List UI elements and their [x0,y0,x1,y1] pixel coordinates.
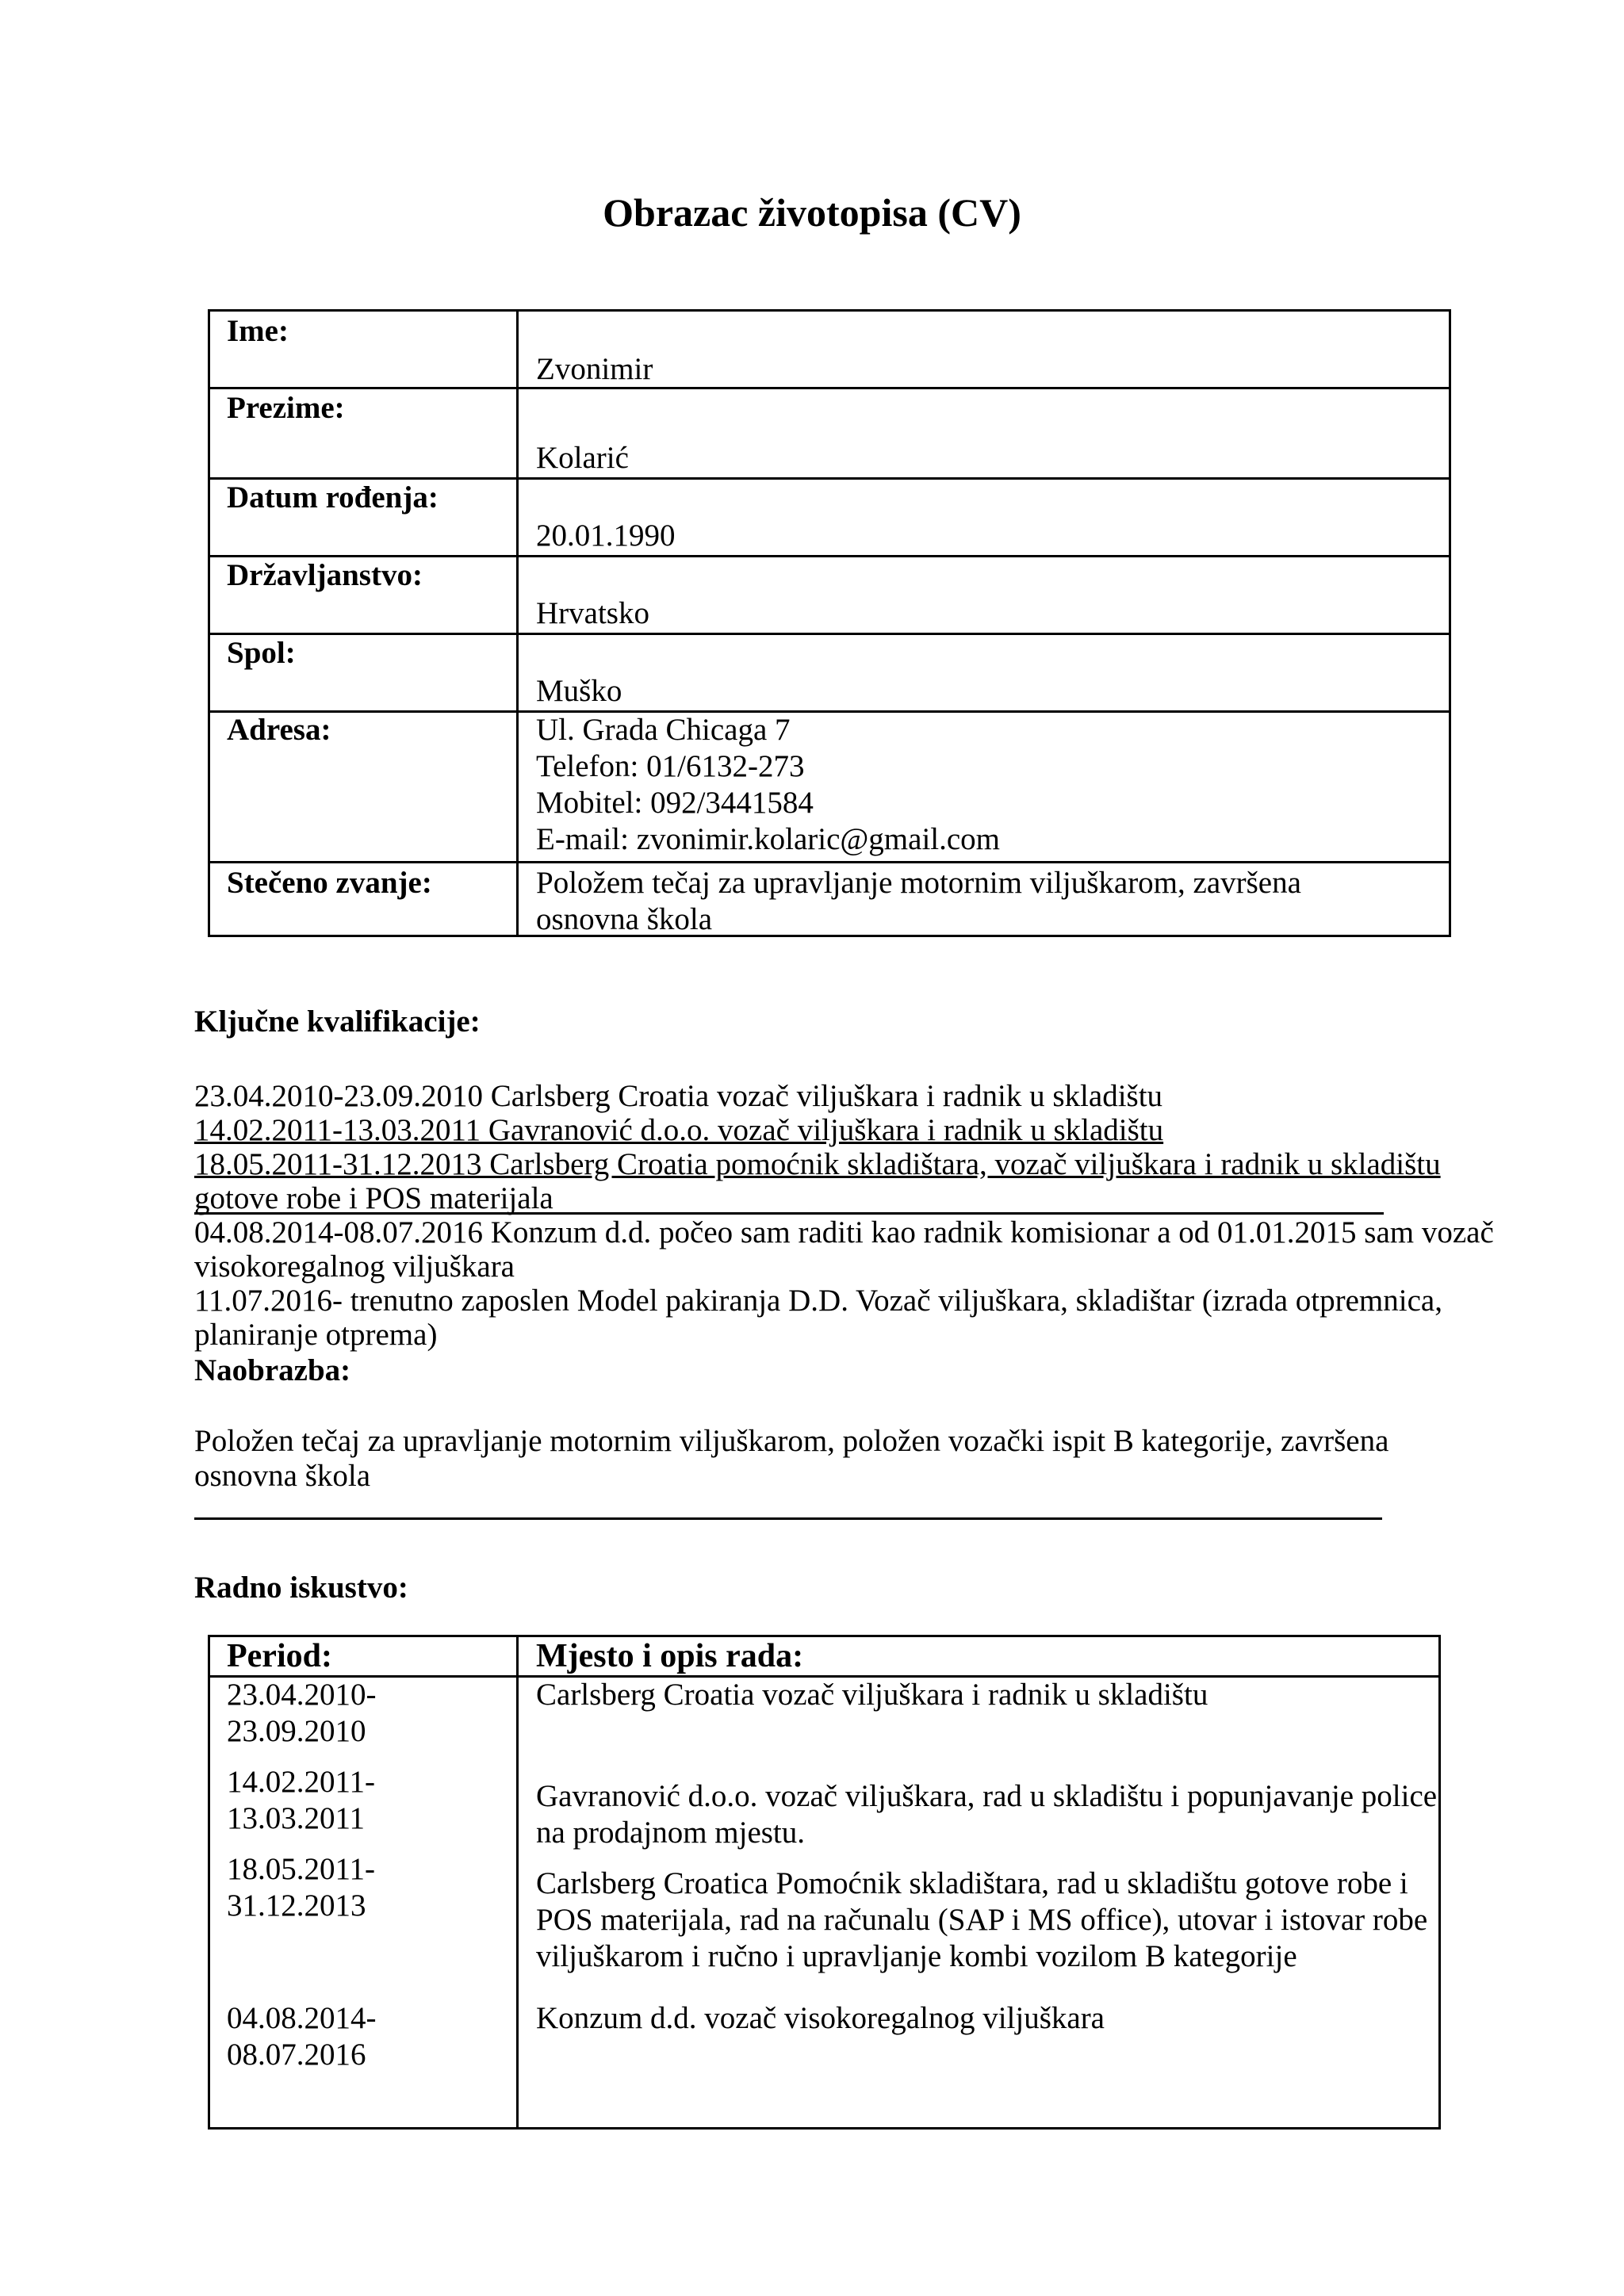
personal-data-table [208,309,1451,937]
spol-label: Spol: [227,636,296,670]
adresa-label: Adresa: [227,713,331,747]
prezime-label: Prezime: [227,391,345,425]
datum-rodjenja-value: 20.01.1990 [536,519,676,553]
document-title: Obrazac životopisa (CV) [603,190,1021,235]
naobrazba-heading: Naobrazba: [194,1353,351,1387]
spol-value: Muško [536,674,622,708]
kvalifikacija-line: 04.08.2014-08.07.2016 Konzum d.d. počeo sam raditi kao radnik komisionar a od 01.01.2015 sam vozač [194,1215,1494,1249]
telefon-line: Telefon: 01/6132-273 [536,749,805,783]
opis-rada [536,2000,1424,2037]
period-start: 18.05.2011- [227,1852,376,1886]
kvalifikacije-heading: Ključne kvalifikacije: [194,1004,481,1039]
section-rule [194,1517,1382,1520]
period-column-header: Period: [227,1638,332,1674]
table-row-divider [210,633,1449,635]
table-row-divider [210,861,1449,863]
period-start: 14.02.2011- [227,1765,376,1799]
kvalifikacija-line: 18.05.2011-31.12.2013 Carlsberg Croatia pomoćnik skladištara, vozač viljuškara i radnik u skladištu [194,1147,1441,1181]
steceno-zvanje-line: Položem tečaj za upravljanje motornim viljuškarom, završena [536,866,1301,900]
period-end: 23.09.2010 [227,1714,366,1748]
mobitel-line: Mobitel: 092/3441584 [536,786,814,820]
opis-line: Gavranović d.o.o. vozač viljuškara, rad u skladištu i popunjavanje police [536,1779,1438,1813]
kvalifikacija-line: 11.07.2016- trenutno zaposlen Model pakiranja D.D. Vozač viljuškara, skladištar (izrada otpremnica, [194,1284,1442,1318]
datum-rodjenja-label: Datum rođenja: [227,480,439,515]
naobrazba-line: osnovna škola [194,1459,371,1493]
ime-value: Zvonimir [536,352,653,386]
steceno-zvanje-label: Stečeno zvanje: [227,866,432,900]
kvalifikacija-line: planiranje otprema) [194,1318,438,1352]
ime-label: Ime: [227,314,289,348]
opis-line: Carlsberg Croatia vozač viljuškara i radnik u skladištu [536,1678,1208,1712]
opis-line: Carlsberg Croatica Pomoćnik skladištara, rad u skladištu gotove robe i [536,1866,1408,1900]
kvalifikacija-line: visokoregalnog viljuškara [194,1249,515,1284]
radno-iskustvo-heading: Radno iskustvo: [194,1571,408,1605]
table-column-divider [516,1637,519,2127]
opis-rada [536,1866,1428,1975]
period-end: 31.12.2013 [227,1888,366,1923]
period-end: 08.07.2016 [227,2038,366,2072]
opis-line: viljuškarom i ručno i upravljanje kombi vozilom B kategorije [536,1939,1297,1973]
drzavljanstvo-label: Državljanstvo: [227,558,423,592]
opis-column-header: Mjesto i opis rada: [536,1638,804,1674]
adresa-line: Ul. Grada Chicaga 7 [536,713,791,747]
opis-line: POS materijala, rad na računalu (SAP i MS office), utovar i istovar robe [536,1903,1428,1937]
kvalifikacija-line: 14.02.2011-13.03.2011 Gavranović d.o.o. vozač viljuškara i radnik u skladištu [194,1113,1164,1147]
table-column-divider [516,312,519,935]
table-row-divider [210,710,1449,713]
naobrazba-line: Položen tečaj za upravljanje motornim viljuškarom, položen vozački ispit B kategorije, završena [194,1424,1389,1458]
drzavljanstvo-value: Hrvatsko [536,596,649,630]
kvalifikacija-line: gotove robe i POS materijala [194,1181,553,1215]
work-experience-table [208,1635,1441,2130]
period-start: 04.08.2014- [227,2001,377,2035]
kvalifikacija-line: 23.04.2010-23.09.2010 Carlsberg Croatia vozač viljuškara i radnik u skladištu [194,1079,1163,1113]
table-row-divider [210,387,1449,389]
opis-rada [536,1677,1424,1713]
period-start: 23.04.2010- [227,1678,377,1712]
steceno-zvanje-line: osnovna škola [536,902,713,936]
prezime-value: Kolarić [536,441,629,475]
opis-line: Konzum d.d. vozač visokoregalnog viljuškara [536,2001,1105,2035]
email-line: E-mail: zvonimir.kolaric@gmail.com [536,822,1001,856]
period-end: 13.03.2011 [227,1801,366,1835]
opis-rada [536,1778,1438,1851]
opis-line: na prodajnom mjestu. [536,1816,806,1850]
